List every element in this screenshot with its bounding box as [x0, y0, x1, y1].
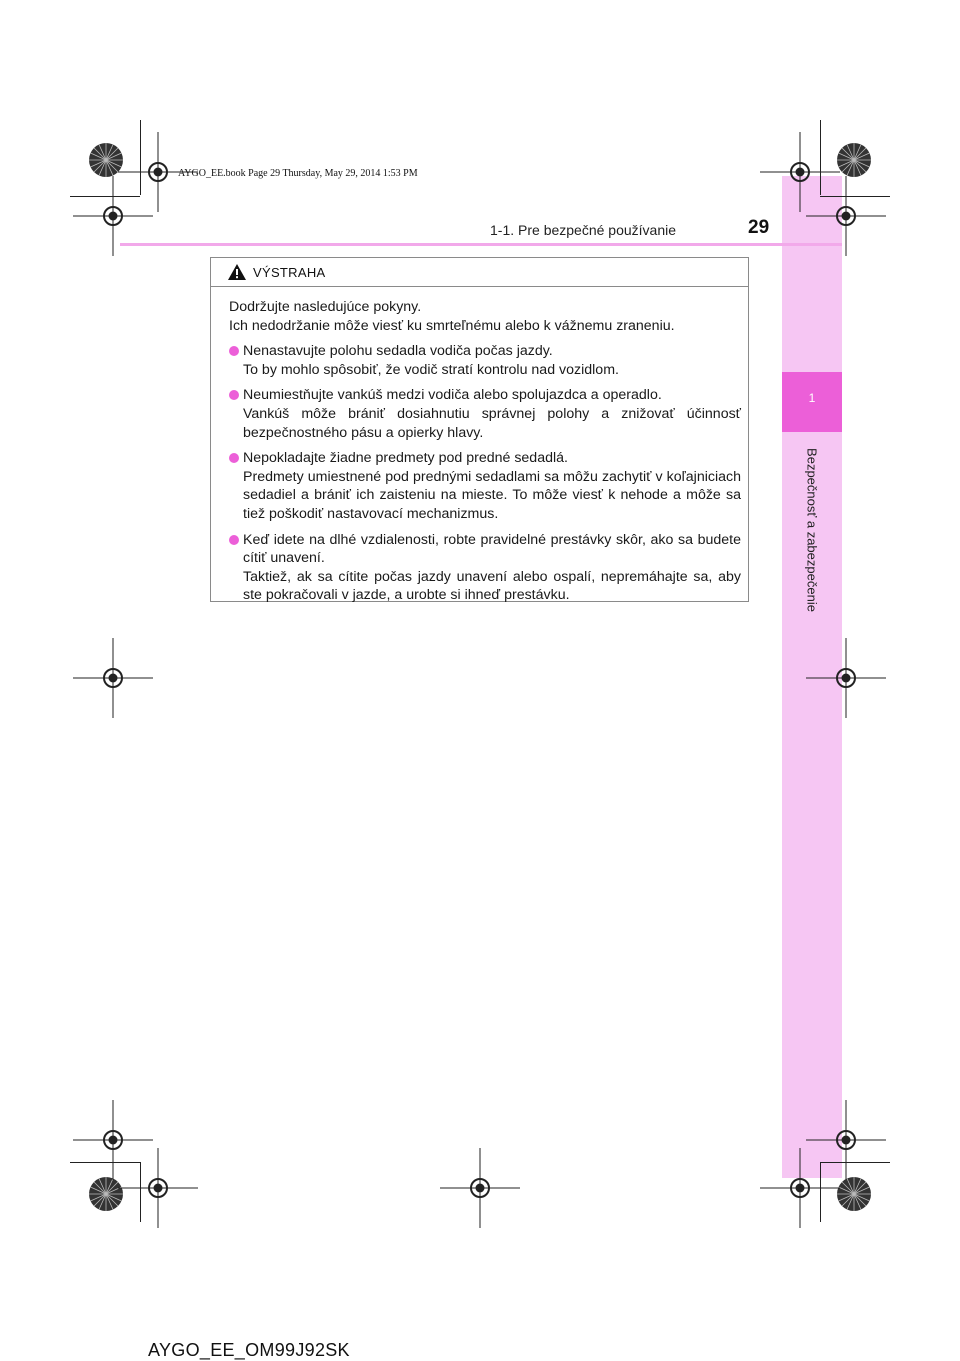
bullet-detail: Taktiež, ak sa cítite počas jazdy unavení alebo ospalí, nepremáhajte sa, aby ste pokračovali v jazde, a urobte si ihneď prestávku. — [243, 568, 741, 604]
warning-bullet — [229, 342, 741, 379]
registration-mark-icon — [73, 638, 153, 718]
warning-body — [211, 287, 748, 605]
bullet-heading: Keď idete na dlhé vzdialenosti, robte pravidelné prestávky skôr, ako sa budete cítiť unavení. — [243, 531, 741, 567]
bullet-dot-icon — [229, 535, 239, 545]
warning-header — [211, 258, 748, 287]
bullet-heading: Nenastavujte polohu sedadla vodiča počas jazdy. — [243, 343, 553, 360]
warning-box — [210, 257, 749, 602]
warning-label: VÝSTRAHA — [253, 264, 326, 280]
page-number: 29 — [748, 217, 770, 238]
calibration-sunburst-icon — [836, 1176, 872, 1212]
bullet-detail: Predmety umiestnené pod prednými sedadlami sa môžu zachytiť v koľajniciach sedadiel a brániť ich zaisteniu na mieste. To môže viesť k nehode a môže sa tiež poškodiť nastavovací mechanizmus. — [243, 468, 741, 522]
bullet-detail: To by mohlo spôsobiť, že vodič stratí kontrolu nad vozidlom. — [243, 361, 619, 378]
header-rule — [120, 243, 842, 246]
warning-intro-line: Dodržujte nasledujúce pokyny. — [229, 299, 422, 315]
bullet-detail: Vankúš môže brániť dosiahnutiu správnej polohy a znižovať účinnosť bezpečnostného pásu a opierky hlavy. — [243, 405, 741, 441]
bullet-dot-icon — [229, 453, 239, 463]
warning-intro — [229, 298, 741, 335]
registration-mark-icon — [73, 176, 153, 256]
footer-document-code: AYGO_EE_OM99J92SK — [148, 1340, 350, 1360]
chapter-number-tab: 1 — [782, 372, 842, 432]
bullet-heading: Nepokladajte žiadne predmety pod predné sedadlá. — [243, 450, 568, 467]
registration-mark-icon — [760, 1148, 840, 1228]
calibration-sunburst-icon — [836, 142, 872, 178]
registration-mark-icon — [806, 638, 886, 718]
book-print-stamp: AYGO_EE.book Page 29 Thursday, May 29, 2014 1:53 PM — [178, 168, 418, 179]
bullet-heading: Neumiestňujte vankúš medzi vodiča alebo spolujazdca a operadlo. — [243, 387, 662, 404]
registration-mark-icon — [806, 176, 886, 256]
section-title: 1-1. Pre bezpečné používanie — [490, 222, 677, 238]
warning-bullet — [229, 449, 741, 523]
warning-intro-line: Ich nedodržanie môže viesť ku smrteľnému alebo k vážnemu zraneniu. — [229, 317, 675, 334]
warning-bullet — [229, 386, 741, 442]
warning-bullet — [229, 531, 741, 605]
registration-mark-icon — [118, 1148, 198, 1228]
bullet-dot-icon — [229, 390, 239, 400]
registration-mark-icon — [440, 1148, 520, 1228]
warning-triangle-icon — [227, 263, 247, 281]
chapter-title-vertical: Bezpečnosť a zabezpečenie — [804, 448, 820, 612]
bullet-dot-icon — [229, 346, 239, 356]
